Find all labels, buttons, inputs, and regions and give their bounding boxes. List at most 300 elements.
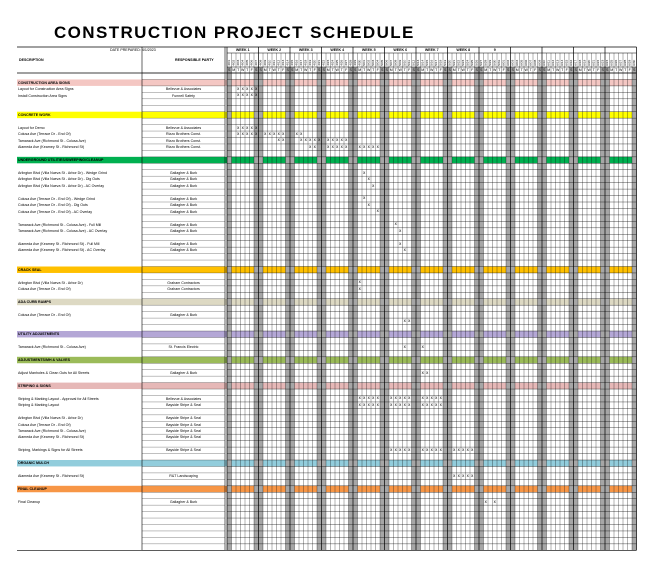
day-letter: T bbox=[552, 67, 555, 72]
day-letter: F bbox=[502, 67, 505, 72]
schedule-mark: x bbox=[372, 401, 375, 407]
day-letter: F bbox=[565, 67, 568, 72]
date-label: 6/20 bbox=[587, 59, 592, 66]
task-description: Tamarack Ave (Richmond St - Colusa Ave) bbox=[18, 345, 86, 350]
task-description: Final Cleanup bbox=[18, 499, 41, 504]
schedule-mark: x bbox=[399, 401, 402, 407]
weekend-column bbox=[574, 67, 579, 550]
day-letter: W bbox=[304, 67, 308, 72]
date-label: 5/16 bbox=[429, 59, 434, 66]
task-party: Bellevue & Associates bbox=[165, 87, 202, 92]
task-party: Bayside Stripe & Seal bbox=[166, 422, 201, 427]
weekend-column bbox=[412, 67, 420, 550]
schedule-mark: x bbox=[372, 182, 375, 188]
schedule-mark: x bbox=[394, 401, 397, 407]
date-label: 4/14 bbox=[285, 59, 290, 66]
schedule-mark: x bbox=[453, 472, 456, 478]
schedule-mark: x bbox=[426, 447, 429, 452]
schedule-mark: x bbox=[403, 247, 406, 253]
task-party: Rizzo Brothers Const. bbox=[166, 145, 201, 150]
day-letter: S bbox=[417, 67, 420, 72]
date-label: 6/01 bbox=[501, 59, 506, 66]
date-label: 4/11 bbox=[272, 60, 277, 66]
section-label: ADA CURB RAMPS bbox=[18, 299, 52, 304]
day-letter: F bbox=[471, 67, 474, 72]
date-label: 6/22 bbox=[596, 59, 601, 66]
day-letter: S bbox=[228, 67, 231, 72]
date-label: 5/09 bbox=[398, 59, 403, 66]
date-label: 4/15 bbox=[290, 59, 295, 66]
schedule-mark: x bbox=[408, 318, 411, 323]
day-letter: S bbox=[570, 67, 573, 72]
date-label: 6/23 bbox=[600, 59, 605, 66]
task-description: Layout for Demo bbox=[18, 125, 45, 130]
task-party: Bayside Stripe & Seal bbox=[166, 428, 201, 433]
week-label: WEEK 6 bbox=[393, 48, 408, 52]
week-label: WEEK 3 bbox=[298, 48, 313, 52]
day-letter: F bbox=[250, 67, 253, 72]
schedule-mark: x bbox=[457, 447, 460, 452]
date-label: 5/28 bbox=[483, 59, 488, 66]
day-letter: W bbox=[587, 67, 591, 72]
schedule-mark: x bbox=[336, 137, 339, 143]
schedule-mark: x bbox=[421, 369, 424, 375]
task-description: Arlington Blvd (Villa Nueva St - Arbor Dr) - AC Overlay bbox=[18, 183, 105, 188]
task-description: Arlington Blvd (Villa Nueva St - Arbor Dr) bbox=[18, 280, 83, 285]
schedule-mark: x bbox=[367, 143, 370, 149]
weekend-column bbox=[349, 67, 357, 550]
task-description: Tamarack Ave (Richmond St - Colusa Ave) bbox=[18, 138, 86, 143]
schedule-mark: x bbox=[426, 369, 429, 375]
task-party: Gallagher & Burk bbox=[169, 370, 198, 375]
schedule-mark: x bbox=[367, 395, 370, 401]
schedule-mark: x bbox=[421, 395, 424, 401]
schedule-mark: x bbox=[453, 447, 456, 452]
day-letter: T bbox=[498, 67, 501, 72]
date-label: 6/19 bbox=[582, 59, 587, 66]
day-letter: S bbox=[286, 67, 289, 72]
schedule-mark: x bbox=[309, 137, 312, 143]
date-label: 6/24 bbox=[605, 59, 610, 66]
date-label: 4/06 bbox=[249, 59, 254, 66]
schedule-mark: x bbox=[327, 143, 330, 149]
schedule-mark: x bbox=[250, 85, 253, 91]
task-party: Gallagher & Burk bbox=[169, 499, 198, 504]
schedule-mark: x bbox=[363, 169, 366, 175]
day-letter: S bbox=[444, 67, 447, 72]
day-letter: M bbox=[515, 67, 519, 72]
schedule-mark: x bbox=[255, 85, 258, 91]
task-description: Colusa Ave (Terrace Dr - End Of) - AC Overlay bbox=[18, 209, 93, 214]
schedule-mark: x bbox=[493, 498, 496, 504]
schedule-mark: x bbox=[358, 401, 361, 407]
date-label: 5/07 bbox=[389, 59, 394, 66]
schedule-mark: x bbox=[372, 395, 375, 401]
schedule-mark: x bbox=[390, 401, 393, 407]
task-description: Colusa Ave (Terrace Dr - End Of) - Dig Outs bbox=[18, 203, 88, 208]
schedule-mark: x bbox=[430, 447, 433, 452]
date-label: 5/20 bbox=[447, 59, 452, 66]
day-letter: M bbox=[232, 67, 236, 72]
day-letter: F bbox=[597, 67, 600, 72]
date-label: 6/21 bbox=[591, 59, 596, 66]
schedule-mark: x bbox=[439, 401, 442, 407]
date-label: 5/22 bbox=[456, 59, 461, 66]
schedule-mark: x bbox=[439, 447, 442, 452]
schedule-mark: x bbox=[430, 395, 433, 401]
date-label: 4/19 bbox=[308, 59, 313, 66]
schedule-mark: x bbox=[282, 137, 285, 143]
task-description: Striping & Marking Layout bbox=[18, 403, 60, 408]
schedule-mark: x bbox=[282, 130, 285, 136]
day-letter: T bbox=[489, 67, 492, 72]
weekend-column bbox=[605, 67, 610, 550]
day-letter: S bbox=[448, 67, 451, 72]
date-label: 5/01 bbox=[362, 59, 367, 66]
date-label: 4/25 bbox=[335, 59, 340, 66]
date-label: 6/26 bbox=[614, 59, 619, 66]
section-label: ORGANIC MULCH bbox=[18, 461, 49, 466]
date-label: 5/03 bbox=[371, 59, 376, 66]
date-label: 4/24 bbox=[330, 59, 335, 66]
schedule-mark: x bbox=[241, 92, 244, 98]
day-letter: W bbox=[430, 67, 434, 72]
schedule-mark: x bbox=[426, 401, 429, 407]
date-label: 6/14 bbox=[560, 59, 565, 66]
date-label: 6/29 bbox=[627, 59, 632, 66]
day-letter: F bbox=[628, 67, 631, 72]
day-letter: M bbox=[389, 67, 393, 72]
date-label: 4/04 bbox=[240, 59, 245, 66]
date-label: 6/30 bbox=[632, 59, 637, 66]
day-letter: M bbox=[263, 67, 267, 72]
task-description: Layout for Construction Area Signs bbox=[18, 87, 74, 92]
schedule-mark: x bbox=[363, 395, 366, 401]
task-description: Arlington Blvd (Villa Nueva St - Arbor Dr) - Dig Outs bbox=[18, 177, 100, 182]
date-label: 4/30 bbox=[357, 59, 362, 66]
day-letter: S bbox=[538, 67, 541, 72]
date-label: 6/02 bbox=[506, 59, 511, 66]
date-label: 5/02 bbox=[366, 59, 371, 66]
task-description: Arlington Blvd (Villa Nueva St - Arbor Dr) - Wedge Grind bbox=[18, 170, 107, 175]
schedule-mark: x bbox=[408, 401, 411, 407]
day-letter: S bbox=[480, 67, 483, 72]
date-label: 5/13 bbox=[416, 59, 421, 66]
date-label: 5/21 bbox=[452, 59, 457, 66]
task-description: Colusa Ave (Terrace Dr - End Of) bbox=[18, 422, 71, 427]
task-description: Tamarack Ave (Richmond St - Colusa Ave) bbox=[18, 428, 86, 433]
date-label: 5/05 bbox=[380, 59, 385, 66]
date-label: 4/16 bbox=[294, 59, 299, 66]
day-letter: M bbox=[358, 67, 362, 72]
schedule-mark: x bbox=[358, 395, 361, 401]
task-description: Striping & Marking Layout - Approval for All Streets bbox=[18, 396, 99, 401]
date-label: 5/18 bbox=[438, 59, 443, 66]
day-letter: S bbox=[381, 67, 384, 72]
section-label: CRACK SEAL bbox=[18, 267, 42, 272]
task-party: Bayside Stripe & Seal bbox=[166, 416, 201, 421]
schedule-mark: x bbox=[255, 130, 258, 136]
day-letter: T bbox=[592, 67, 595, 72]
date-prepared: DATE PREPARED: 4/1/2023 bbox=[110, 48, 156, 52]
weekend-column bbox=[632, 67, 637, 550]
task-party: Graham Contractors bbox=[167, 280, 200, 285]
day-letter: T bbox=[466, 67, 469, 72]
schedule-mark: x bbox=[435, 401, 438, 407]
day-letter: W bbox=[493, 67, 497, 72]
schedule-mark: x bbox=[246, 130, 249, 136]
day-letter: S bbox=[543, 67, 546, 72]
schedule-mark: x bbox=[277, 137, 280, 143]
schedule-mark: x bbox=[237, 130, 240, 136]
weekend-column bbox=[542, 67, 547, 550]
schedule-mark: x bbox=[462, 447, 465, 452]
schedule-mark: x bbox=[273, 130, 276, 136]
party-header: RESPONSIBLE PARTY bbox=[175, 58, 214, 62]
task-party: Bayside Stripe & Seal bbox=[166, 403, 201, 408]
schedule-mark: x bbox=[367, 401, 370, 407]
schedule-mark: x bbox=[318, 137, 321, 143]
week-label: WEEK 4 bbox=[330, 48, 345, 52]
schedule-mark: x bbox=[435, 395, 438, 401]
day-letter: F bbox=[439, 67, 442, 72]
date-label: 4/01 bbox=[227, 59, 232, 66]
date-label: 5/10 bbox=[402, 59, 407, 66]
schedule-mark: x bbox=[241, 124, 244, 130]
schedule-mark: x bbox=[340, 143, 343, 149]
day-letter: W bbox=[272, 67, 276, 72]
schedule-mark: x bbox=[300, 130, 303, 136]
schedule-mark: x bbox=[394, 221, 397, 227]
schedule-mark: x bbox=[268, 130, 271, 136]
day-letter: T bbox=[277, 67, 280, 72]
schedule-mark: x bbox=[399, 395, 402, 401]
schedule-mark: x bbox=[241, 85, 244, 91]
schedule-mark: x bbox=[390, 447, 393, 452]
schedule-mark: x bbox=[408, 447, 411, 452]
date-label: 5/14 bbox=[420, 59, 425, 66]
date-label: 5/11 bbox=[407, 60, 412, 66]
date-label: 5/19 bbox=[443, 59, 448, 66]
schedule-mark: x bbox=[313, 143, 316, 149]
task-party: Funnell Safety bbox=[172, 93, 195, 98]
day-letter: S bbox=[259, 67, 262, 72]
schedule-mark: x bbox=[466, 447, 469, 452]
section-label: CONSTRUCTION AREA SIGNS bbox=[18, 80, 71, 85]
date-label: 4/13 bbox=[281, 59, 286, 66]
task-party: Gallagher & Burk bbox=[169, 209, 198, 214]
date-label: 4/10 bbox=[267, 59, 272, 66]
week-label: WEEK 1 bbox=[235, 48, 250, 52]
schedule-mark: x bbox=[421, 343, 424, 349]
day-letter: T bbox=[426, 67, 429, 72]
task-description: Alameda Ave (Kearney St - Richmond St) - AC Overlay bbox=[18, 248, 106, 253]
date-label: 6/03 bbox=[510, 59, 515, 66]
schedule-mark: x bbox=[255, 92, 258, 98]
task-party: Rizzo Brothers Const. bbox=[166, 132, 201, 137]
day-letter: T bbox=[394, 67, 397, 72]
day-letter: T bbox=[561, 67, 564, 72]
task-description: Colusa Ave (Terrace Dr - End Of) bbox=[18, 132, 71, 137]
date-label: 5/04 bbox=[375, 59, 380, 66]
day-letter: W bbox=[619, 67, 623, 72]
schedule-mark: x bbox=[462, 472, 465, 478]
date-label: 4/20 bbox=[312, 59, 317, 66]
schedule-mark: x bbox=[304, 137, 307, 143]
day-letter: W bbox=[241, 67, 245, 72]
schedule-mark: x bbox=[367, 201, 370, 207]
day-letter: S bbox=[291, 67, 294, 72]
schedule-mark: x bbox=[484, 498, 487, 504]
schedule-mark: x bbox=[237, 124, 240, 130]
schedule-mark: x bbox=[241, 130, 244, 136]
day-letter: M bbox=[326, 67, 330, 72]
day-letter: W bbox=[524, 67, 528, 72]
date-label: 4/02 bbox=[231, 59, 236, 66]
schedule-mark: x bbox=[439, 395, 442, 401]
date-label: 4/05 bbox=[245, 59, 250, 66]
date-label: 4/18 bbox=[303, 59, 308, 66]
day-letter: W bbox=[335, 67, 339, 72]
section-label: CONCRETE WORK bbox=[18, 112, 51, 117]
schedule-mark: x bbox=[331, 137, 334, 143]
schedule-mark: x bbox=[300, 137, 303, 143]
task-description: Tamarack Ave (Richmond St - Colusa Ave) - AC Overlay bbox=[18, 229, 108, 233]
schedule-mark: x bbox=[408, 395, 411, 401]
task-party: Rizzo Brothers Const. bbox=[166, 138, 201, 143]
week-label: WEEK 8 bbox=[456, 48, 471, 52]
schedule-mark: x bbox=[471, 472, 474, 478]
schedule-mark: x bbox=[345, 143, 348, 149]
day-letter: F bbox=[345, 67, 348, 72]
date-label: 6/12 bbox=[551, 59, 556, 66]
weekend-column bbox=[601, 67, 609, 550]
day-letter: S bbox=[385, 67, 388, 72]
task-description: Arlington Blvd (Villa Nueva St - Arbor Dr) bbox=[18, 416, 83, 421]
day-letter: T bbox=[372, 67, 375, 72]
schedule-mark: x bbox=[367, 176, 370, 182]
day-letter: W bbox=[556, 67, 560, 72]
day-letter: S bbox=[354, 67, 357, 72]
day-letter: T bbox=[246, 67, 249, 72]
task-description: Alameda Ave (Kearney St - Richmond St) bbox=[18, 474, 85, 479]
day-letter: S bbox=[633, 67, 636, 72]
task-party: Gallagher & Burk bbox=[169, 229, 198, 233]
date-label: 5/26 bbox=[474, 59, 479, 66]
task-party: Gallagher & Burk bbox=[169, 248, 198, 253]
date-label: 5/30 bbox=[492, 59, 497, 66]
schedule-mark: x bbox=[327, 137, 330, 143]
weekend-column bbox=[286, 67, 294, 550]
date-label: 6/25 bbox=[609, 59, 614, 66]
schedule-mark: x bbox=[376, 208, 379, 214]
schedule-mark: x bbox=[376, 143, 379, 149]
date-label: 4/21 bbox=[317, 59, 322, 66]
date-label: 5/24 bbox=[465, 59, 470, 66]
task-description: Install Construction Area Signs bbox=[18, 93, 67, 98]
task-party: Gallagher & Burk bbox=[169, 183, 198, 188]
day-letter: T bbox=[615, 67, 618, 72]
schedule-mark: x bbox=[250, 130, 253, 136]
day-letter: M bbox=[484, 67, 488, 72]
date-label: 6/09 bbox=[537, 59, 542, 66]
date-label: 4/09 bbox=[263, 59, 268, 66]
schedule-mark: x bbox=[435, 447, 438, 452]
task-party: Bayside Stripe & Seal bbox=[166, 435, 201, 440]
schedule-mark: x bbox=[363, 401, 366, 407]
day-letter: S bbox=[475, 67, 478, 72]
schedule-mark: x bbox=[250, 92, 253, 98]
schedule-mark: x bbox=[390, 395, 393, 401]
weekend-column bbox=[511, 67, 516, 550]
schedule-mark: x bbox=[237, 85, 240, 91]
schedule-mark: x bbox=[426, 395, 429, 401]
schedule-mark: x bbox=[295, 130, 298, 136]
weekend-column bbox=[254, 67, 259, 550]
weekend-column bbox=[538, 67, 546, 550]
schedule-mark: x bbox=[358, 143, 361, 149]
section-label: STRIPING & SIGNS bbox=[18, 383, 51, 388]
section-label: UNDERGROUND UTILITIES/SWEEPING/CLEANUP bbox=[18, 158, 104, 163]
task-party: Gallagher & Burk bbox=[169, 170, 198, 175]
task-description: Colusa Ave (Terrace Dr - End Of) - Wedge Grind bbox=[18, 196, 95, 201]
date-label: 5/23 bbox=[461, 59, 466, 66]
date-label: 6/16 bbox=[569, 59, 574, 66]
day-letter: W bbox=[398, 67, 402, 72]
schedule-mark: x bbox=[358, 285, 361, 291]
day-letter: T bbox=[403, 67, 406, 72]
schedule-mark: x bbox=[246, 85, 249, 91]
date-label: 4/23 bbox=[326, 59, 331, 66]
schedule-mark: x bbox=[457, 472, 460, 478]
day-letter: T bbox=[300, 67, 303, 72]
schedule-mark: x bbox=[363, 195, 366, 201]
day-letter: F bbox=[282, 67, 285, 72]
date-label: 6/27 bbox=[618, 59, 623, 66]
schedule-mark: x bbox=[372, 143, 375, 149]
day-letter: W bbox=[461, 67, 465, 72]
day-letter: T bbox=[340, 67, 343, 72]
schedule-mark: x bbox=[430, 401, 433, 407]
task-party: Bellevue & Associates bbox=[165, 396, 202, 401]
date-label: 4/07 bbox=[254, 59, 259, 66]
day-letter: S bbox=[574, 67, 577, 72]
week-label: WEEK 7 bbox=[424, 48, 439, 52]
date-label: 4/29 bbox=[353, 59, 358, 66]
week-label: WEEK 5 bbox=[361, 48, 376, 52]
day-letter: M bbox=[578, 67, 582, 72]
weekend-column bbox=[353, 67, 358, 550]
date-label: 6/10 bbox=[542, 59, 547, 66]
day-letter: S bbox=[507, 67, 510, 72]
task-party: St. Francis Electric bbox=[168, 345, 199, 350]
day-letter: S bbox=[601, 67, 604, 72]
schedule-mark: x bbox=[246, 124, 249, 130]
week-label: 9 bbox=[493, 48, 496, 52]
date-label: 6/11 bbox=[546, 60, 551, 66]
date-label: 4/27 bbox=[344, 59, 349, 66]
date-label: 4/03 bbox=[236, 59, 241, 66]
date-label: 5/29 bbox=[488, 59, 493, 66]
date-label: 6/13 bbox=[555, 59, 560, 66]
weekend-column bbox=[479, 67, 484, 550]
day-letter: T bbox=[520, 67, 523, 72]
schedule-mark: x bbox=[277, 130, 280, 136]
weekend-column bbox=[385, 67, 393, 550]
day-letter: M bbox=[295, 67, 299, 72]
description-header: DESCRIPTION bbox=[19, 58, 44, 62]
schedule-mark: x bbox=[421, 447, 424, 452]
